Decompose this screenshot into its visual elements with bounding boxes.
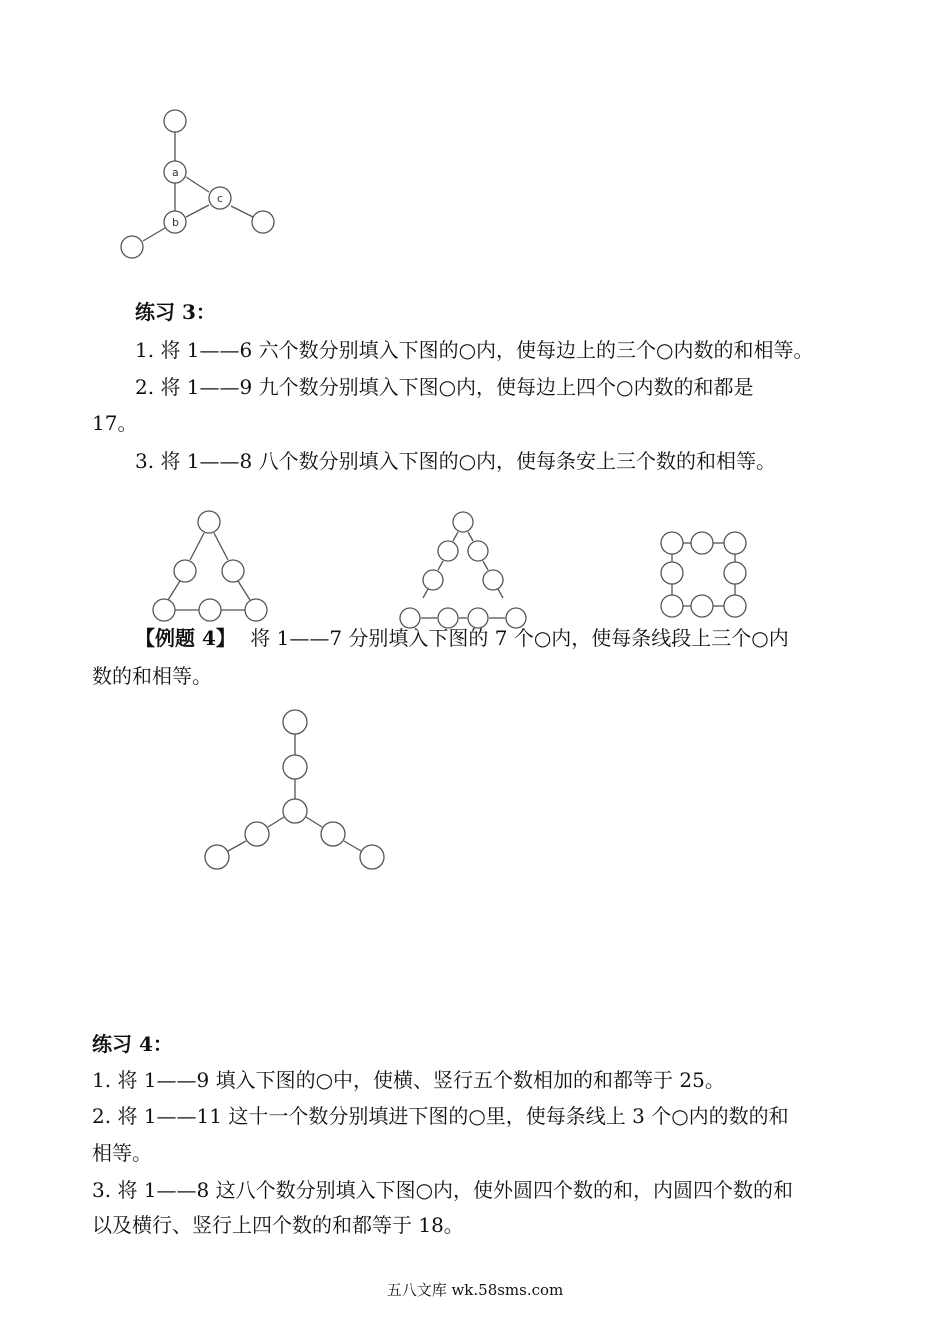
triangle-nine-diagram	[390, 510, 540, 635]
circle	[321, 822, 345, 846]
example4-text: 将 1——7 分别填入下图的 7 个○内，使每条线段上三个○内	[250, 626, 789, 650]
practice4-item2-line1: 2. 将 1——11 这十一个数分别填进下图的○里，使每条线上 3 个○内的数的和	[92, 1104, 789, 1128]
circle	[423, 570, 443, 590]
label-c: c	[217, 192, 224, 205]
circle	[205, 845, 229, 869]
practice3-item2-line1: 2. 将 1——9 九个数分别填入下图○内，使每边上四个○内数的和都是	[135, 375, 754, 399]
circle	[691, 532, 713, 554]
practice4-item3-line1: 3. 将 1——8 这八个数分别填入下图○内，使外圆四个数的和，内圆四个数的和	[92, 1178, 794, 1202]
circle	[483, 570, 503, 590]
practice4-item2-line2: 相等。	[92, 1141, 152, 1165]
circle	[174, 560, 196, 582]
footer-watermark: 五八文库 wk.58sms.com	[386, 1281, 564, 1299]
circle	[453, 512, 473, 532]
circle	[661, 532, 683, 554]
circle	[724, 562, 746, 584]
circle	[468, 541, 488, 561]
circle	[222, 560, 244, 582]
circle	[283, 755, 307, 779]
practice3-item2-line2: 17。	[92, 411, 138, 435]
circle	[283, 799, 307, 823]
practice3-item3: 3. 将 1——8 八个数分别填入下图的○内，使每条安上三个数的和相等。	[135, 449, 777, 473]
circle	[198, 511, 220, 533]
circle	[245, 822, 269, 846]
circle	[283, 710, 307, 734]
label-a: a	[172, 166, 179, 179]
circle	[153, 599, 175, 621]
top-circle	[164, 110, 186, 132]
practice4-item1: 1. 将 1——9 填入下图的○中，使横、竖行五个数相加的和都等于 25。	[92, 1068, 725, 1092]
circle	[245, 599, 267, 621]
practice3-title: 练习 3：	[135, 300, 216, 324]
example4-line2: 数的和相等。	[92, 664, 212, 688]
practice4-item3-line2: 以及横行、竖行上四个数的和都等于 18。	[92, 1213, 464, 1237]
right-circle	[252, 211, 274, 233]
circle	[661, 595, 683, 617]
circle	[199, 599, 221, 621]
label-b: b	[172, 216, 179, 229]
triangle-six-diagram	[140, 510, 280, 625]
example4-line1	[135, 624, 789, 652]
circle	[438, 541, 458, 561]
circle	[360, 845, 384, 869]
example4-label: 【例题 4】	[135, 626, 236, 650]
top-diagram	[110, 100, 290, 270]
practice3-item1: 1. 将 1——6 六个数分别填入下图的○内，使每边上的三个○内数的和相等。	[135, 338, 814, 362]
practice4-title: 练习 4：	[92, 1032, 173, 1056]
circle	[661, 562, 683, 584]
square-eight-diagram	[650, 525, 760, 625]
circle	[724, 532, 746, 554]
left-circle	[121, 236, 143, 258]
circle	[691, 595, 713, 617]
circle	[724, 595, 746, 617]
y-seven-diagram	[195, 700, 395, 875]
